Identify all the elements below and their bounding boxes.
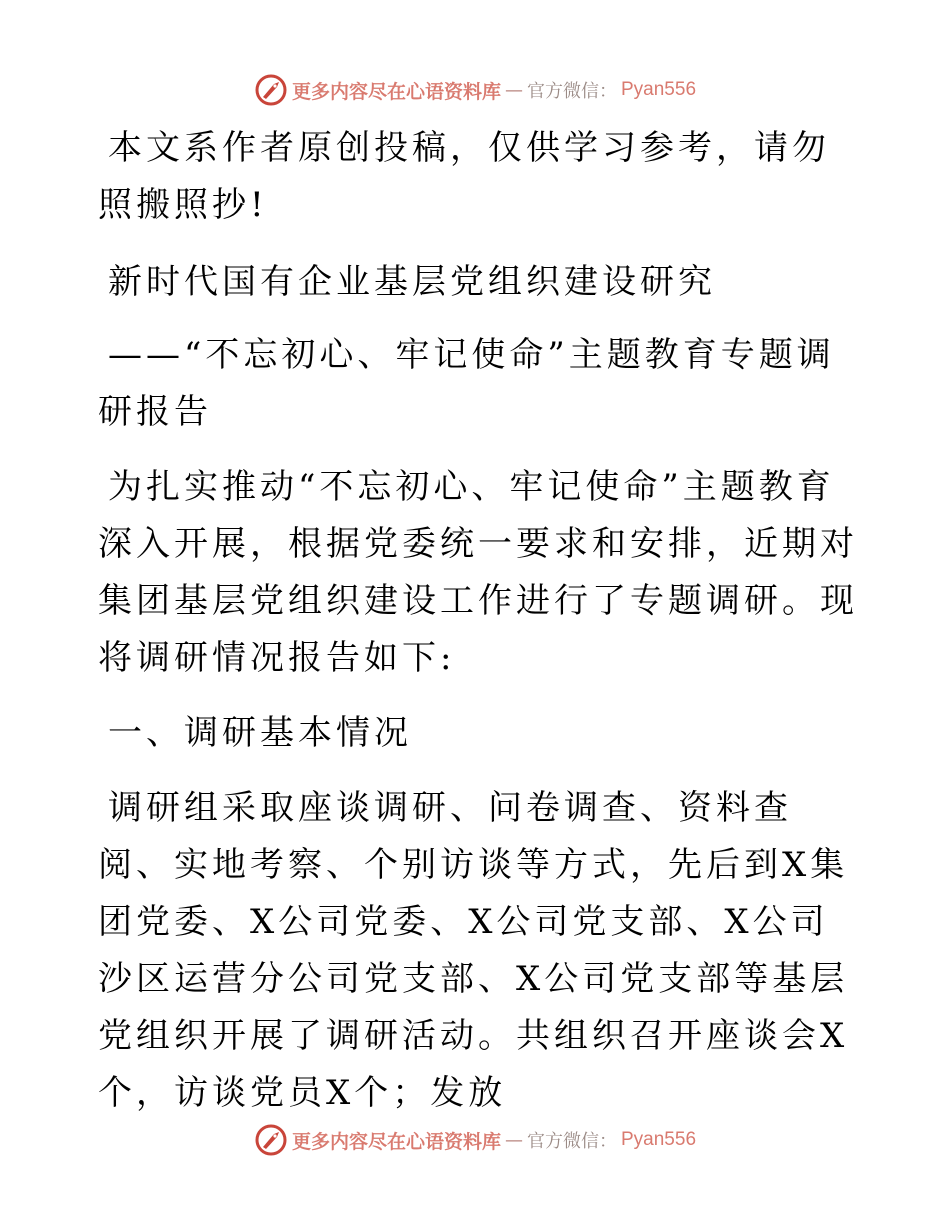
document-body: [98, 120, 858, 1122]
watermark-wechat-label: 官方微信：: [527, 81, 617, 102]
watermark-wechat-id: Pyan556: [621, 79, 697, 100]
document-title: 新时代国有企业基层党组织建设研究: [108, 262, 716, 302]
watermark-main-text: 更多内容尽在心语资料库: [291, 1130, 501, 1153]
intro-paragraph: 为扎实推动“不忘初心、牢记使命”主题教育深入开展，根据党委统一要求和安排，近期对集团基层党组织建设工作进行了专题调研。现将调研情况报告如下:: [98, 467, 858, 678]
watermark-dash: —: [505, 1129, 523, 1151]
watermark-main-text: 更多内容尽在心语资料库: [291, 80, 501, 103]
footer-watermark: [0, 1122, 950, 1158]
pen-nib-logo-icon: [254, 1123, 288, 1157]
watermark-wechat-id: Pyan556: [621, 1129, 697, 1150]
pen-nib-logo-icon: [254, 73, 288, 107]
section-heading: 一、调研基本情况: [108, 713, 412, 753]
watermark-dash: —: [505, 79, 523, 101]
header-watermark: [0, 72, 950, 108]
copyright-notice: 本文系作者原创投稿，仅供学习参考，请勿照搬照抄!: [98, 128, 830, 225]
body-paragraph: 调研组采取座谈调研、问卷调查、资料查阅、实地考察、个别访谈等方式，先后到X集团党委、X公司党委、X公司党支部、X公司沙区运营分公司党支部、X公司党支部等基层党组织开展了调研活动。共组织召开座谈会X个，访谈党员X个；发放: [98, 788, 849, 1113]
document-subtitle: ——“不忘初心、牢记使命”主题教育专题调研报告: [98, 335, 835, 432]
watermark-wechat-label: 官方微信：: [527, 1131, 617, 1152]
